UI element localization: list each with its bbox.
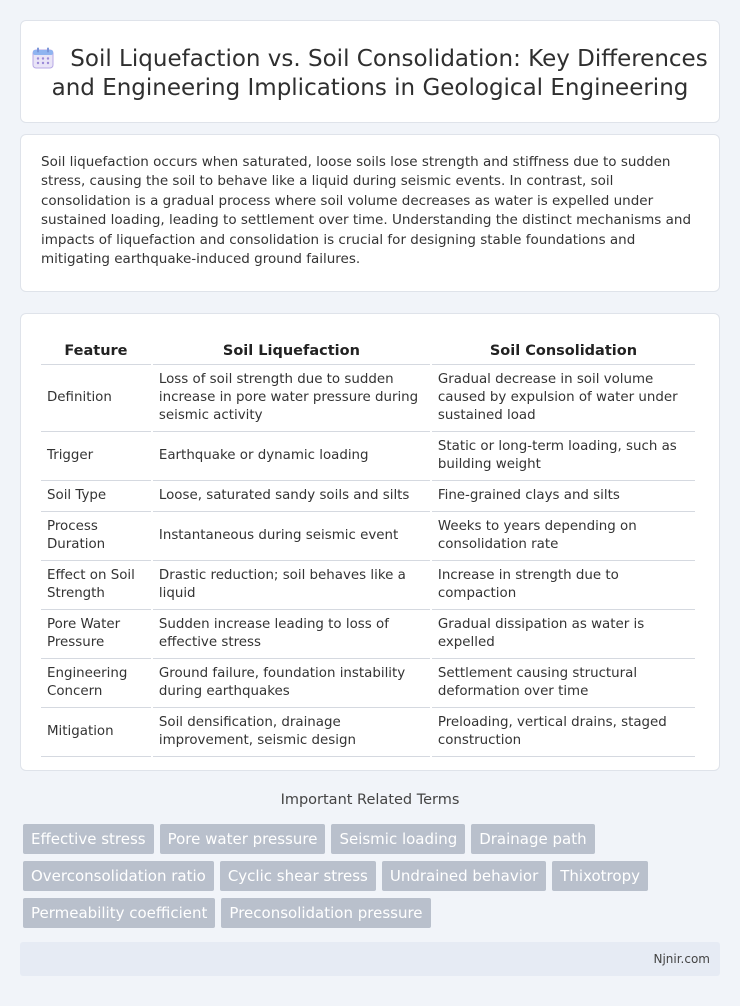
header-liquefaction: Soil Liquefaction bbox=[153, 332, 430, 365]
related-terms-heading: Important Related Terms bbox=[280, 792, 460, 808]
calendar-icon bbox=[32, 47, 54, 69]
term-tag[interactable]: Overconsolidation ratio bbox=[23, 861, 214, 891]
term-tag[interactable]: Drainage path bbox=[471, 824, 594, 854]
term-tag[interactable]: Preconsolidation pressure bbox=[221, 898, 430, 928]
consolidation-cell: Static or long-term loading, such as building weight bbox=[432, 432, 695, 481]
consolidation-cell: Gradual decrease in soil volume caused by expulsion of water under sustained load bbox=[432, 365, 695, 432]
consolidation-cell: Fine-grained clays and silts bbox=[432, 481, 695, 512]
term-tag[interactable]: Permeability coefficient bbox=[23, 898, 215, 928]
tag-row bbox=[23, 861, 723, 891]
liquefaction-cell: Ground failure, foundation instability during earthquakes bbox=[153, 659, 430, 708]
related-terms-list bbox=[23, 824, 723, 935]
feature-cell: Soil Type bbox=[41, 481, 151, 512]
consolidation-cell: Preloading, vertical drains, staged construction bbox=[432, 708, 695, 757]
header-consolidation: Soil Consolidation bbox=[432, 332, 695, 365]
table-row bbox=[41, 432, 695, 481]
table-row bbox=[41, 481, 695, 512]
feature-cell: Process Duration bbox=[41, 512, 151, 561]
term-tag[interactable]: Effective stress bbox=[23, 824, 154, 854]
table-row bbox=[41, 610, 695, 659]
term-tag[interactable]: Undrained behavior bbox=[382, 861, 546, 891]
page-title-text: Soil Liquefaction vs. Soil Consolidation: Key Differences and Engineering Implications in Geological Engineering bbox=[51, 46, 708, 101]
term-tag[interactable]: Cyclic shear stress bbox=[220, 861, 376, 891]
footer bbox=[20, 942, 720, 976]
term-tag[interactable]: Seismic loading bbox=[331, 824, 465, 854]
liquefaction-cell: Soil densification, drainage improvement, seismic design bbox=[153, 708, 430, 757]
consolidation-cell: Gradual dissipation as water is expelled bbox=[432, 610, 695, 659]
table-row bbox=[41, 659, 695, 708]
title-card bbox=[20, 20, 720, 123]
consolidation-cell: Settlement causing structural deformation over time bbox=[432, 659, 695, 708]
liquefaction-cell: Drastic reduction; soil behaves like a liquid bbox=[153, 561, 430, 610]
feature-cell: Pore Water Pressure bbox=[41, 610, 151, 659]
tag-row bbox=[23, 824, 723, 854]
table-row bbox=[41, 512, 695, 561]
table-header-row bbox=[41, 332, 695, 365]
liquefaction-cell: Loss of soil strength due to sudden increase in pore water pressure during seismic activity bbox=[153, 365, 430, 432]
consolidation-cell: Increase in strength due to compaction bbox=[432, 561, 695, 610]
header-feature: Feature bbox=[41, 332, 151, 365]
table-row bbox=[41, 365, 695, 432]
footer-site-link[interactable]: Njnir.com bbox=[653, 952, 710, 966]
feature-cell: Trigger bbox=[41, 432, 151, 481]
liquefaction-cell: Sudden increase leading to loss of effective stress bbox=[153, 610, 430, 659]
feature-cell: Effect on Soil Strength bbox=[41, 561, 151, 610]
consolidation-cell: Weeks to years depending on consolidation rate bbox=[432, 512, 695, 561]
intro-paragraph: Soil liquefaction occurs when saturated, loose soils lose strength and stiffness due to sudden stress, causing the soil to behave like a liquid during seismic events. In contrast, soil consolidation is a gradual process where soil volume decreases as water is expelled under sustained loading, leading to settlement over time. Understanding the distinct mechanisms and impacts of liquefaction and consolidation is crucial for designing stable foundations and mitigating earthquake-induced ground failures. bbox=[41, 154, 692, 268]
intro-card bbox=[20, 134, 720, 292]
feature-cell: Mitigation bbox=[41, 708, 151, 757]
comparison-table-card bbox=[20, 313, 720, 771]
term-tag[interactable]: Thixotropy bbox=[552, 861, 648, 891]
liquefaction-cell: Loose, saturated sandy soils and silts bbox=[153, 481, 430, 512]
feature-cell: Definition bbox=[41, 365, 151, 432]
comparison-table bbox=[39, 332, 697, 757]
page-title bbox=[21, 45, 719, 103]
tag-row bbox=[23, 898, 723, 928]
feature-cell: Engineering Concern bbox=[41, 659, 151, 708]
liquefaction-cell: Instantaneous during seismic event bbox=[153, 512, 430, 561]
table-row bbox=[41, 708, 695, 757]
term-tag[interactable]: Pore water pressure bbox=[160, 824, 326, 854]
table-row bbox=[41, 561, 695, 610]
liquefaction-cell: Earthquake or dynamic loading bbox=[153, 432, 430, 481]
